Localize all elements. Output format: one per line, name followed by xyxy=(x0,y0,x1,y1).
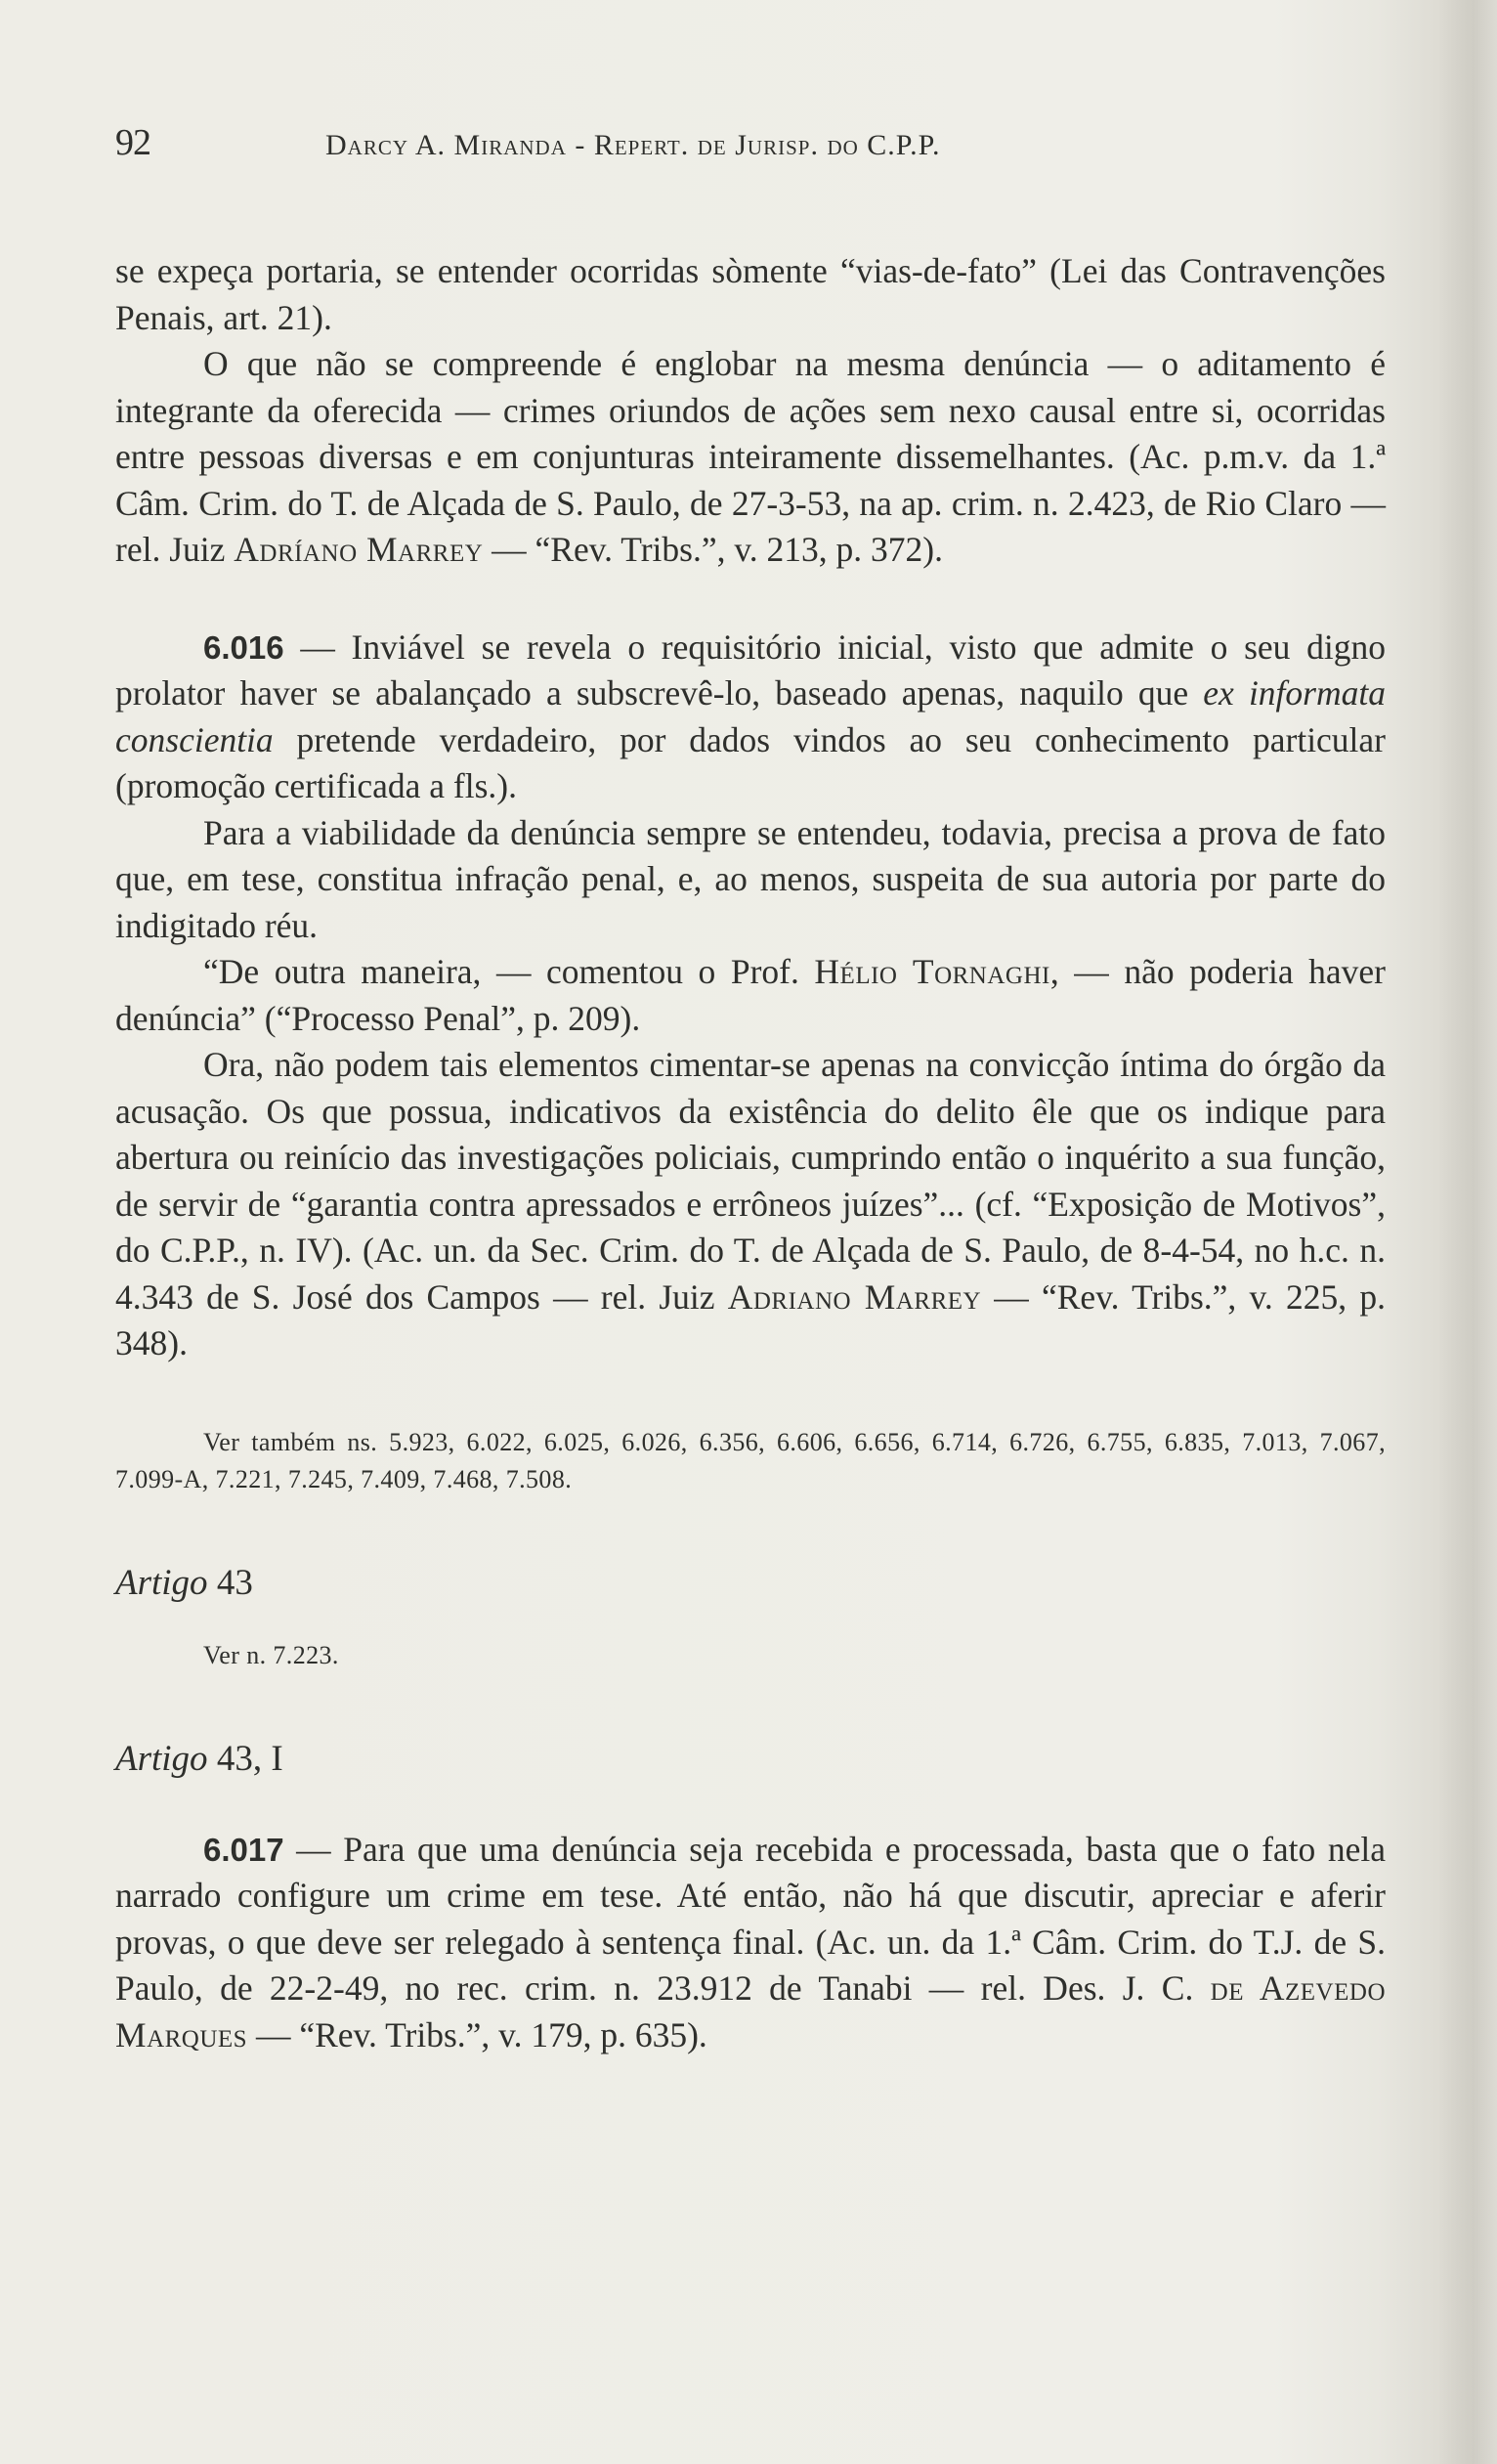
see-also-references: Ver também ns. 5.923, 6.022, 6.025, 6.026, 6.356, 6.606, 6.656, 6.714, 6.726, 6.755, 6.835, 7.013, 7.067, 7.099-A, 7.221, 7.245, 7.409, 7.468, 7.508. xyxy=(115,1427,1386,1493)
article-43-I-heading xyxy=(115,1735,1386,1784)
continuation-paragraph-2 xyxy=(115,341,1386,574)
paragraph-text: Ora, não podem tais elementos cimentar-se apenas na convicção íntima do órgão da acusação. Os que possua, indicativos da existência do delito êle que os indique para abertura ou reinício das investigações policiais, cumprindo então o inquérito a sua função, de servir de “garantia contra apressados e errôneos juízes”... (cf. “Exposição de Motivos”, do C.P.P., n. IV). (Ac. un. da Sec. Crim. do T. de Alçada de S. Paulo, de 8-4-54, no h.c. n. 4.343 de S. José dos Campos — rel. Juiz xyxy=(115,1045,1386,1317)
article-number: 43 xyxy=(207,1562,253,1603)
judge-name: de Azevedo Marques xyxy=(115,1968,1386,2054)
entry-6016 xyxy=(115,625,1386,810)
quote-end: , — não poderia haver denúncia” (“Processo Penal”, p. 209). xyxy=(115,952,1386,1038)
judge-name: Adriano Marrey xyxy=(727,1276,982,1317)
article-word: Artigo xyxy=(115,1562,208,1603)
entry-6016-paragraph-4 xyxy=(115,1042,1386,1367)
judge-name: Adríano Marrey xyxy=(234,530,484,569)
article-number: 43, I xyxy=(207,1738,283,1779)
entry-text: — Inviável se revela o requisitório inicial, visto que admite o seu digno prolator haver se abalançado a subscrevê-lo, baseado apenas, naquilo que xyxy=(115,627,1386,713)
entry-text-end: pretende verdadeiro, por dados vindos ao seu conhecimento particular (promoção certificada a fls.). xyxy=(115,719,1386,805)
citation-end: — “Rev. Tribs.”, v. 179, p. 635). xyxy=(247,2014,707,2054)
page-gutter-shadow xyxy=(1438,0,1497,2464)
entry-number: 6.016 xyxy=(203,628,284,666)
entry-6017 xyxy=(115,1827,1386,2059)
page-number: 92 xyxy=(115,122,150,163)
entry-number: 6.017 xyxy=(203,1831,284,1868)
entry-6016-paragraph-2: Para a viabilidade da denúncia sempre se entendeu, todavia, precisa a prova de fato que, em tese, constitua infração penal, e, ao menos, suspeita de sua autoria por parte do indigitado réu. xyxy=(115,812,1386,945)
quote-start: “De outra maneira, — comentou o Prof. xyxy=(203,952,815,991)
paragraph-text: O que não se compreende é englobar na mesma denúncia — o aditamento é integrante da oferecida — crimes oriundos de ações sem nexo causal entre si, ocorridas entre pessoas diversas e em conjunturas inteiramente dissemelhantes. (Ac. p.m.v. da 1.ª Câm. Crim. do T. de Alçada de S. Paulo, de 27-3-53, na ap. crim. n. 2.423, de Rio Claro — rel. Juiz xyxy=(115,344,1386,569)
continuation-paragraph: se expeça portaria, se entender ocorridas sòmente “vias-de-fato” (Lei das Contravenções Penais, art. 21). xyxy=(115,251,1386,337)
author-name: Hélio Tornaghi xyxy=(814,952,1050,991)
article-43-heading xyxy=(115,1559,1386,1608)
latin-phrase: ex informata conscientia xyxy=(115,673,1386,759)
article-word: Artigo xyxy=(115,1738,208,1779)
citation-end: — “Rev. Tribs.”, v. 213, p. 372). xyxy=(483,530,944,569)
running-head-title: Darcy A. Miranda - Repert. de Jurisp. do C.P.P. xyxy=(325,129,941,161)
running-head xyxy=(115,121,1386,180)
entry-6016-paragraph-3 xyxy=(115,949,1386,1042)
article-43-see-reference: Ver n. 7.223. xyxy=(203,1640,339,1669)
entry-text: — Para que uma denúncia seja recebida e processada, basta que o fato nela narrado configure um crime em tese. Até então, não há que discutir, apreciar e aferir provas, o que deve ser relegado à sentença final. (Ac. un. da 1.ª Câm. Crim. do T.J. de S. Paulo, de 22-2-49, no rec. crim. n. 23.912 de Tanabi — rel. Des. J. C. xyxy=(115,1829,1386,2008)
citation-end: — “Rev. Tribs.”, v. 225, p. 348). xyxy=(115,1276,1386,1362)
page-content xyxy=(115,121,1386,2058)
